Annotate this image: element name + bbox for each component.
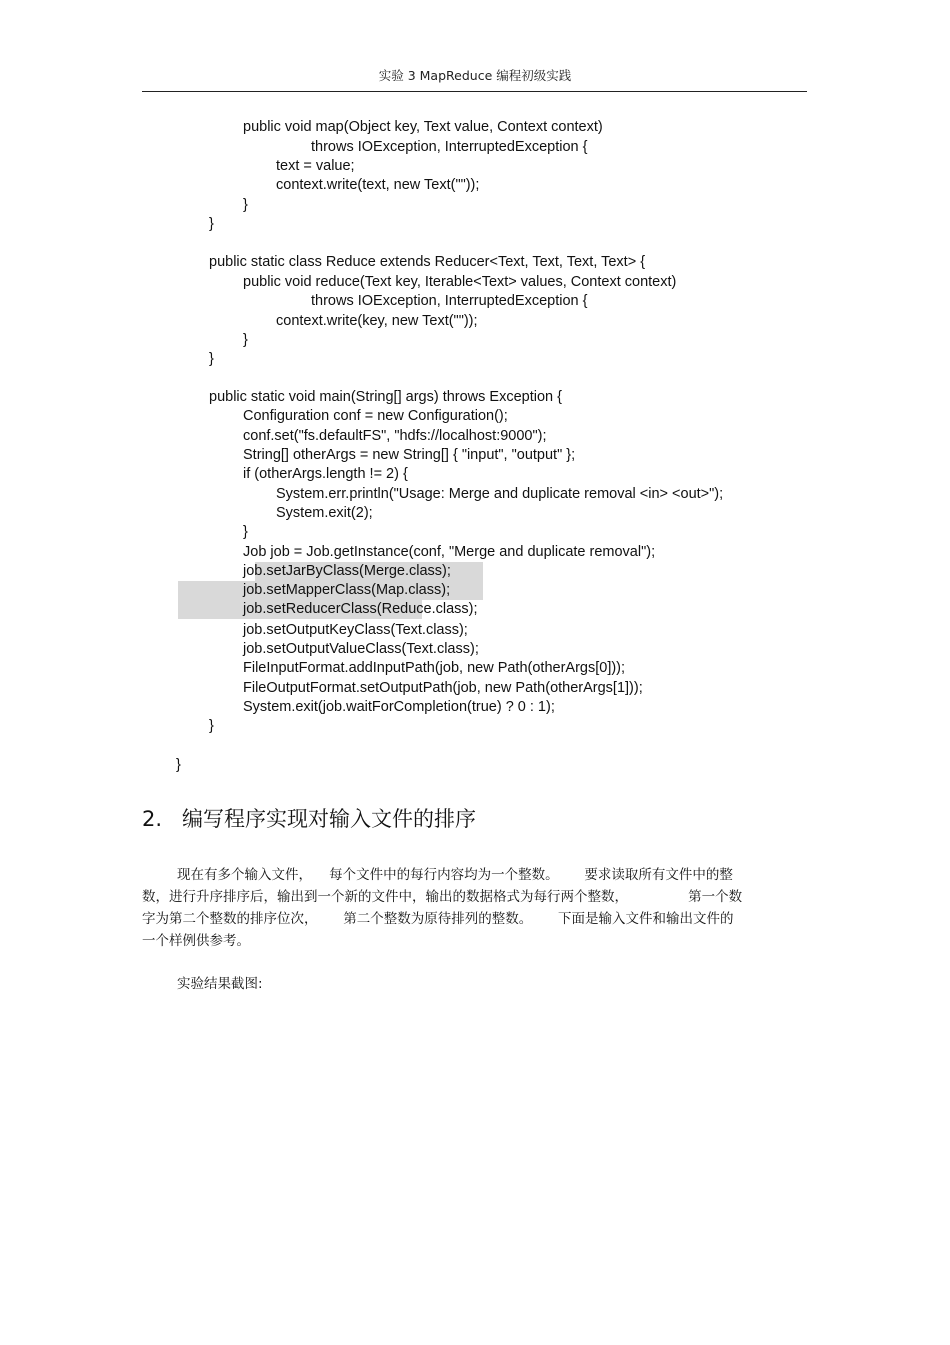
code-line: throws IOException, InterruptedException { xyxy=(311,139,588,155)
code-line: System.err.println("Usage: Merge and duplicate removal <in> <out>"); xyxy=(276,486,724,502)
code-line: job.setOutputKeyClass(Text.class); xyxy=(243,622,468,638)
code-line: context.write(text, new Text("")); xyxy=(276,177,480,193)
code-line: text = value; xyxy=(276,158,355,174)
code-line: public static void main(String[] args) throws Exception { xyxy=(209,389,562,405)
header-rule xyxy=(142,91,807,92)
code-line: System.exit(2); xyxy=(276,505,373,521)
paragraph-line: 一个样例供参考。 xyxy=(142,933,250,949)
code-line: } xyxy=(176,757,181,773)
code-line: public void reduce(Text key, Iterable<Text> values, Context context) xyxy=(243,274,677,290)
code-line: } xyxy=(209,351,214,367)
code-line: job.setJarByClass(Merge.class); xyxy=(243,563,451,579)
code-line: job.setReducerClass(Reduce.class); xyxy=(243,601,478,617)
section-heading: 2. 编写程序实现对输入文件的排序 xyxy=(142,807,477,831)
code-line: context.write(key, new Text("")); xyxy=(276,313,478,329)
code-line: String[] otherArgs = new String[] { "input", "output" }; xyxy=(243,447,576,463)
code-line: FileOutputFormat.setOutputPath(job, new Path(otherArgs[1])); xyxy=(243,680,643,696)
code-line: public void map(Object key, Text value, Context context) xyxy=(243,119,603,135)
code-line: } xyxy=(209,216,214,232)
code-line: conf.set("fs.defaultFS", "hdfs://localhost:9000"); xyxy=(243,428,547,444)
paragraph-line: 现在有多个输入文件， 每个文件中的每行内容均为一个整数。 要求读取所有文件中的整 xyxy=(177,867,733,883)
code-line: } xyxy=(243,332,248,348)
code-line: System.exit(job.waitForCompletion(true) ? 0 : 1); xyxy=(243,699,555,715)
code-line: job.setOutputValueClass(Text.class); xyxy=(243,641,479,657)
page-header: 实验 3 MapReduce 编程初级实践 xyxy=(378,68,572,83)
code-line: Job job = Job.getInstance(conf, "Merge and duplicate removal"); xyxy=(243,544,656,560)
code-line: } xyxy=(209,718,214,734)
paragraph-line: 字为第二个整数的排序位次， 第二个整数为原待排列的整数。 下面是输入文件和输出文件的 xyxy=(142,911,734,927)
code-line: } xyxy=(243,197,248,213)
code-line: throws IOException, InterruptedException { xyxy=(311,293,588,309)
result-label: 实验结果截图: xyxy=(177,976,263,992)
paragraph-line: 数，进行升序排序后，输出到一个新的文件中，输出的数据格式为每行两个整数， 第一个数 xyxy=(142,889,743,905)
code-line: job.setMapperClass(Map.class); xyxy=(243,582,451,598)
code-line: if (otherArgs.length != 2) { xyxy=(243,466,408,482)
code-line: FileInputFormat.addInputPath(job, new Path(otherArgs[0])); xyxy=(243,660,626,676)
code-line: Configuration conf = new Configuration(); xyxy=(243,408,508,424)
code-line: } xyxy=(243,524,248,540)
code-line: public static class Reduce extends Reducer<Text, Text, Text, Text> { xyxy=(209,254,646,270)
